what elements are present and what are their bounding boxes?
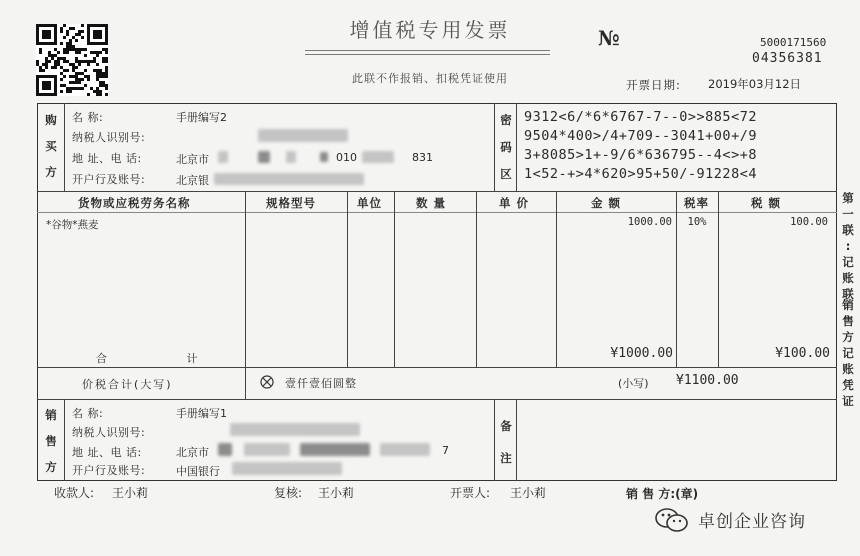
qr-code-image [36,24,108,96]
divider [516,399,517,481]
number-mark: № [598,26,620,50]
row-tax-rate: 10% [687,216,707,228]
invoice-title: 增值税专用发票 [349,18,511,42]
buyer-bank-label: 开户行及账号: [72,173,146,186]
buyer-phone-start: 010 [336,151,357,164]
seller-name-label: 名 称: [72,407,104,420]
buyer-address-label: 地 址、电 话: [72,152,142,165]
buyer-phone-end: 831 [412,151,433,164]
row-amount: 1000.00 [627,216,672,228]
col-header-qty: 数 量 [416,196,447,210]
row-item-name: *谷物*燕麦 [46,219,99,231]
redacted-address [218,443,232,456]
seller-address-end: 7 [442,444,449,457]
remarks-label: 备 注 [500,419,512,465]
row-tax: 100.00 [790,216,828,228]
seller-section-label: 销 售 方 [45,408,57,474]
divider [476,191,477,367]
divider [37,367,837,368]
col-header-tax: 税 额 [751,196,782,210]
redacted-address [300,443,370,456]
redacted-address [218,151,228,163]
grand-total-small-label: (小写) [618,377,649,390]
redacted-address [244,443,290,456]
title-underline [305,50,550,51]
payee: 王小莉 [112,486,149,500]
seller-bank: 中国银行 [176,465,220,478]
redacted-tax-id [258,129,348,142]
reviewer-label: 复核: [274,486,303,500]
redacted-phone [362,151,394,163]
redacted-address [286,151,296,163]
wechat-icon [654,506,690,534]
seller-address: 北京市 [176,446,209,459]
redacted-bank [214,173,364,185]
cipher-line: 3+8085>1+-9/6*636795--4<>+8 [524,147,757,163]
invoice-number: 04356381 [752,51,823,66]
cipher-text [524,108,757,184]
divider [516,103,517,191]
redacted-bank [232,462,342,475]
issue-date-label: 开票日期: [626,78,681,92]
redacted-tax-id [230,423,360,436]
redacted-address [320,152,328,162]
divider [494,399,495,481]
buyer-name: 手册编写2 [176,111,227,124]
cipher-section-label: 密 码 区 [500,113,512,181]
issuer-label: 开票人: [450,486,491,500]
divider [37,191,837,192]
cancel-circle-icon [260,374,274,388]
col-header-price: 单 价 [499,196,530,210]
divider [245,191,246,399]
title-underline [305,54,550,55]
copy-label-top: 第 一 联 : 记 账 联 [842,191,854,301]
grand-total-words: 壹仟壹佰圆整 [285,377,357,390]
reviewer: 王小莉 [318,486,355,500]
col-header-rate: 税率 [684,196,709,210]
col-header-spec: 规格型号 [266,196,316,210]
buyer-bank: 北京银 [176,174,209,187]
invoice-subtitle: 此联不作报销、扣税凭证使用 [352,72,508,85]
grand-total-label: 价税合计(大写) [82,378,173,391]
divider [64,399,65,481]
seller-address-label: 地 址、电 话: [72,446,142,459]
copy-label-bottom: 销 售 方 记 账 凭 证 [842,298,854,408]
watermark-text: 卓创企业咨询 [698,512,806,532]
grand-total-small-value: ¥1100.00 [676,373,739,388]
divider [347,191,348,367]
divider [37,399,837,400]
buyer-name-label: 名 称: [72,111,104,124]
total-label: 合 计 [96,352,236,365]
cipher-line: 9504*400>/4+709--3041+00+/9 [524,128,757,144]
cipher-line: 9312<6/*6*6767-7--0>>885<72 [524,109,757,125]
payee-label: 收款人: [54,486,95,500]
seller-tax-id-label: 纳税人识别号: [72,426,146,439]
seller-name: 手册编写1 [176,407,227,420]
header-row-divider [37,212,837,213]
divider [494,103,495,191]
buyer-address: 北京市 [176,153,209,166]
buyer-section-label: 购 买 方 [45,113,57,179]
col-header-unit: 单位 [357,196,382,210]
issuer: 王小莉 [510,486,547,500]
seller-seal-label: 销 售 方:(章) [626,487,699,501]
redacted-address [258,151,270,163]
qr-code [36,24,108,96]
invoice-code: 5000171560 [760,36,827,49]
total-amount: ¥1000.00 [610,346,673,361]
issue-date: 2019年03月12日 [708,77,802,91]
col-header-item: 货物或应税劳务名称 [78,196,191,210]
seller-bank-label: 开户行及账号: [72,464,146,477]
redacted-address [380,443,430,456]
divider [394,191,395,367]
total-tax: ¥100.00 [775,346,830,361]
divider [64,103,65,191]
buyer-tax-id-label: 纳税人识别号: [72,131,146,144]
cipher-line: 1<52-+>4*620>95+50/-91228<4 [524,166,757,182]
col-header-amount: 金 额 [591,196,622,210]
